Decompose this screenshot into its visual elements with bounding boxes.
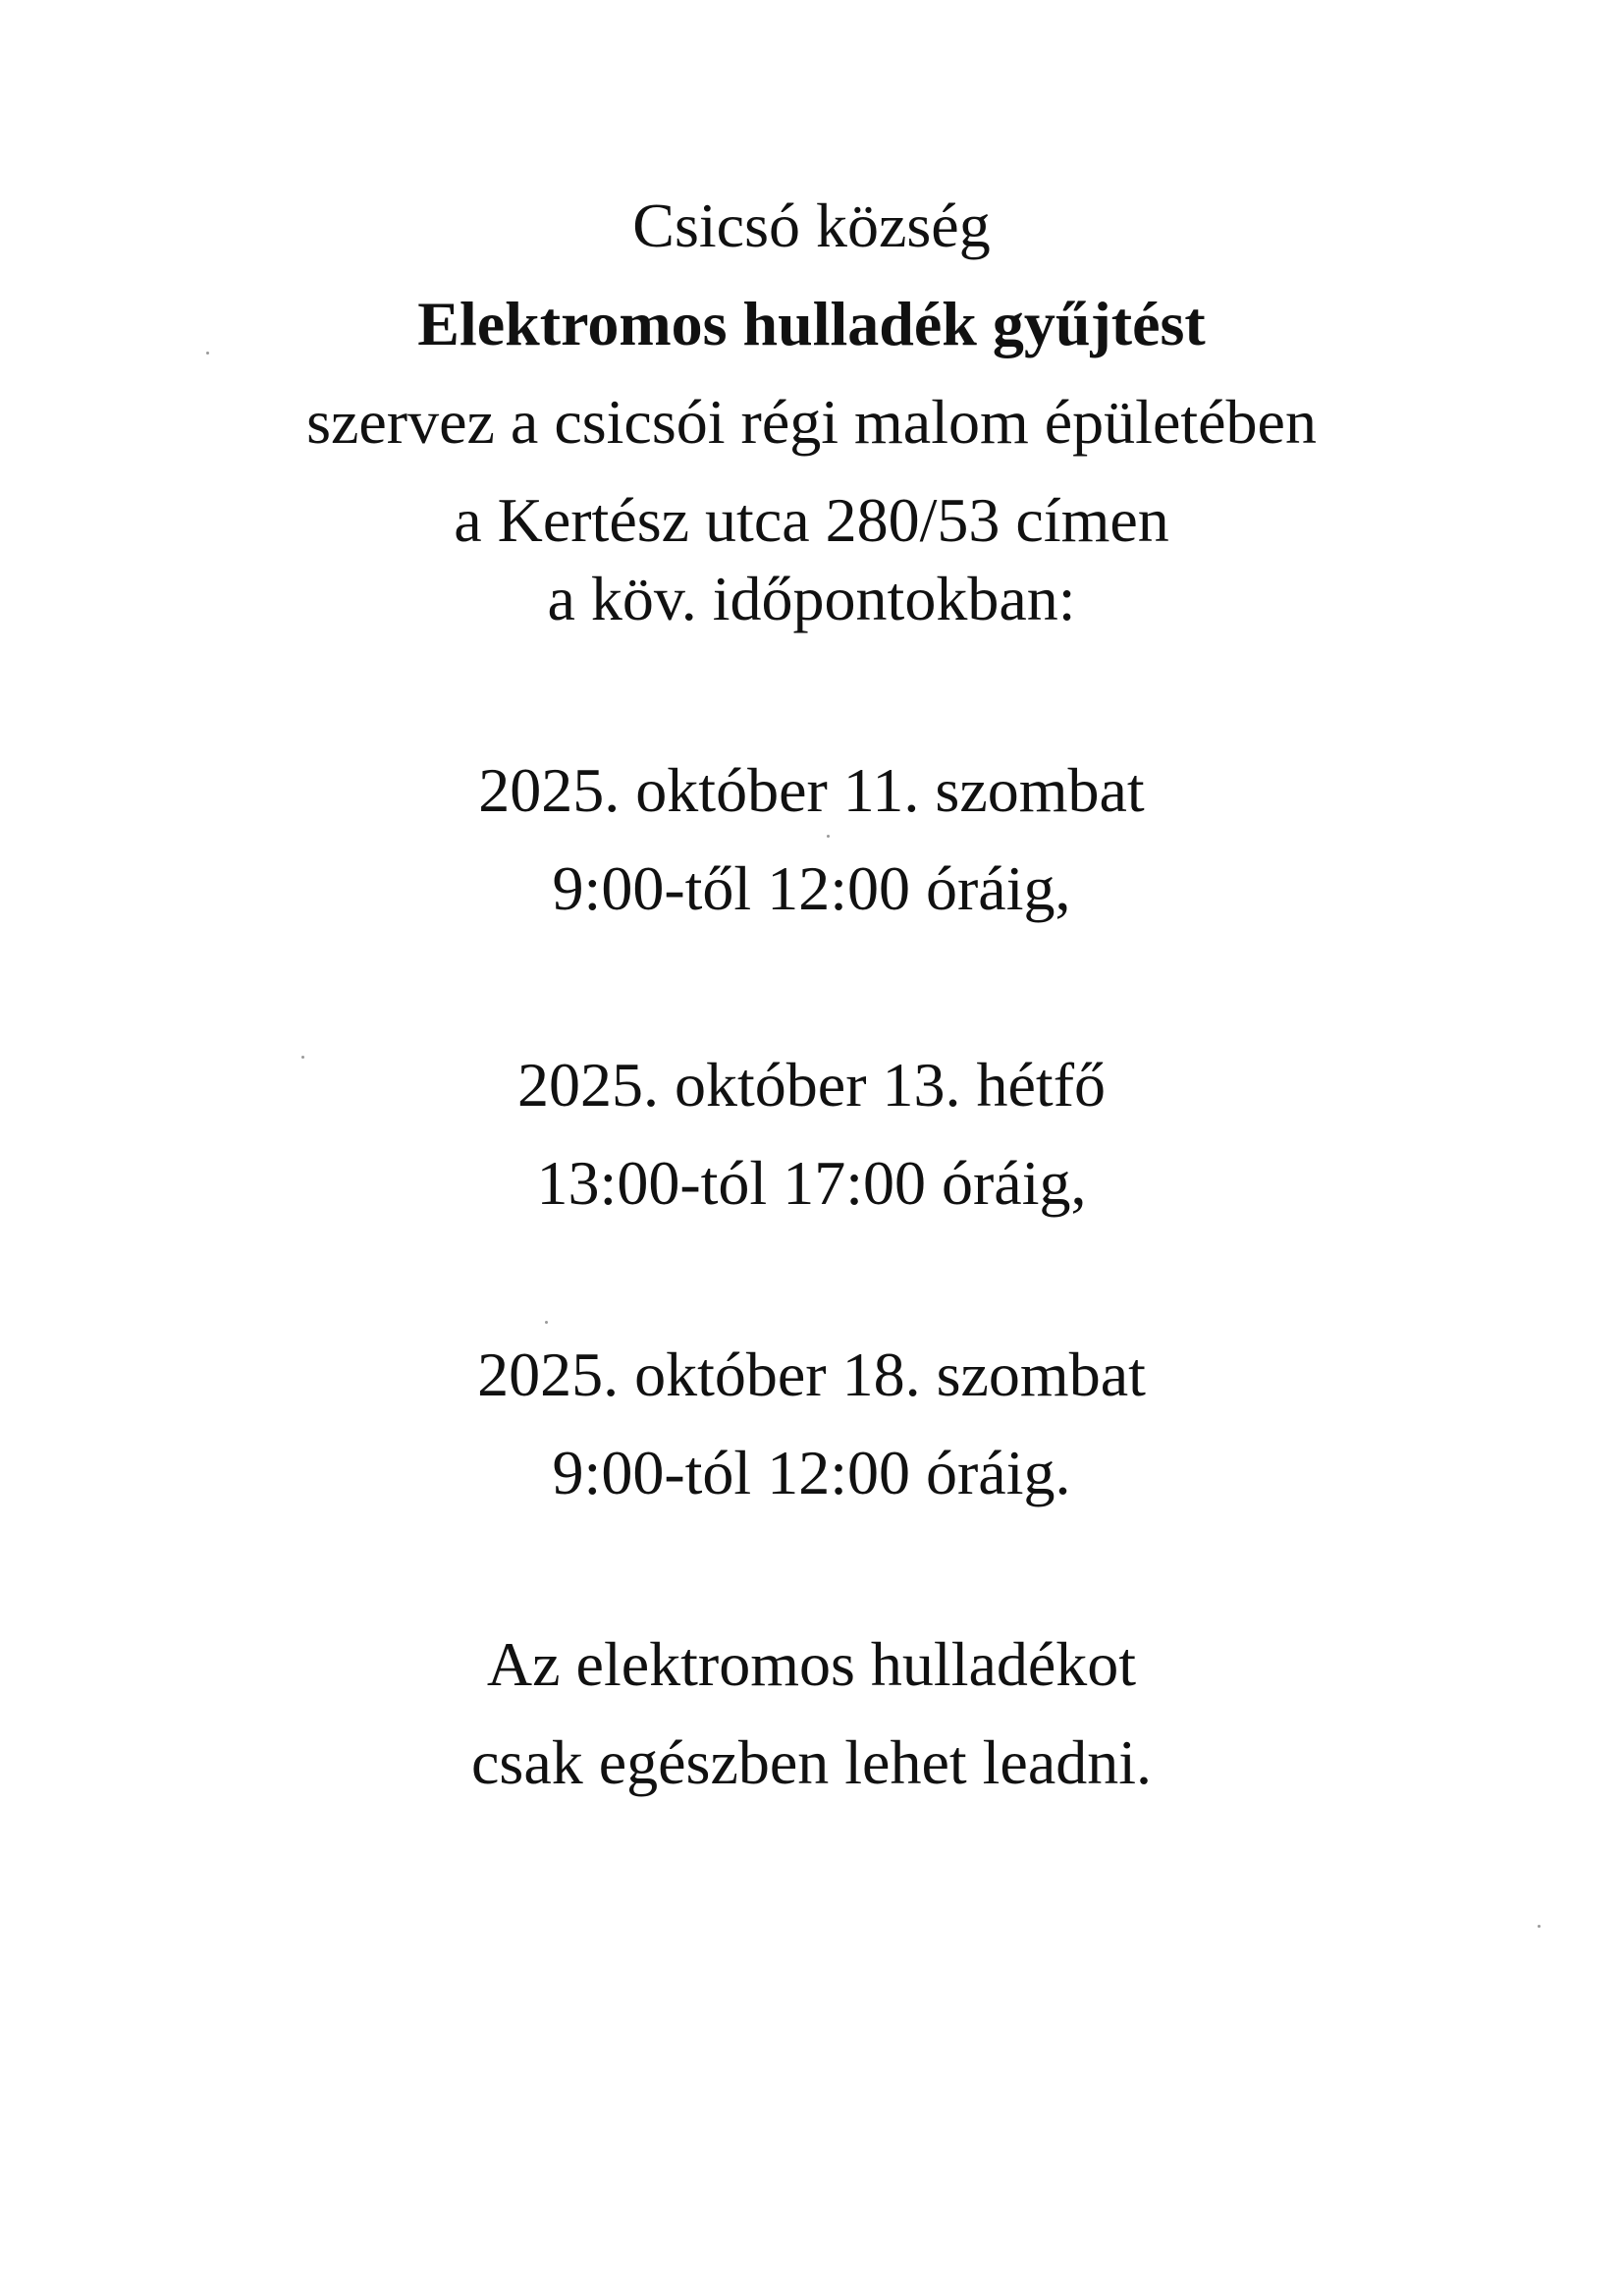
notice-line-1: Az elektromos hulladékot <box>486 1629 1137 1699</box>
scan-speck <box>1538 1925 1541 1928</box>
schedule-date-3: 2025. október 18. szombat <box>477 1339 1146 1409</box>
schedule-date-2: 2025. október 13. hétfő <box>517 1050 1106 1120</box>
scan-speck <box>545 1321 548 1324</box>
address-line: a Kertész utca 280/53 címen <box>454 485 1169 555</box>
schedule-time-1: 9:00-től 12:00 óráig, <box>552 853 1071 923</box>
scan-speck <box>301 1056 304 1059</box>
schedule-time-2: 13:00-tól 17:00 óráig, <box>536 1148 1087 1218</box>
headline: Elektromos hulladék gyűjtést <box>417 289 1206 358</box>
schedule-date-1: 2025. október 11. szombat <box>478 755 1145 825</box>
intro-line: a köv. időpontokban: <box>547 564 1076 633</box>
location-line: szervez a csicsói régi malom épületében <box>306 387 1317 457</box>
scan-speck <box>206 352 209 355</box>
village-name: Csicsó község <box>632 191 991 260</box>
scan-speck <box>827 835 830 838</box>
schedule-time-3: 9:00-tól 12:00 óráig. <box>552 1438 1071 1507</box>
notice-line-2: csak egészben lehet leadni. <box>471 1727 1152 1797</box>
